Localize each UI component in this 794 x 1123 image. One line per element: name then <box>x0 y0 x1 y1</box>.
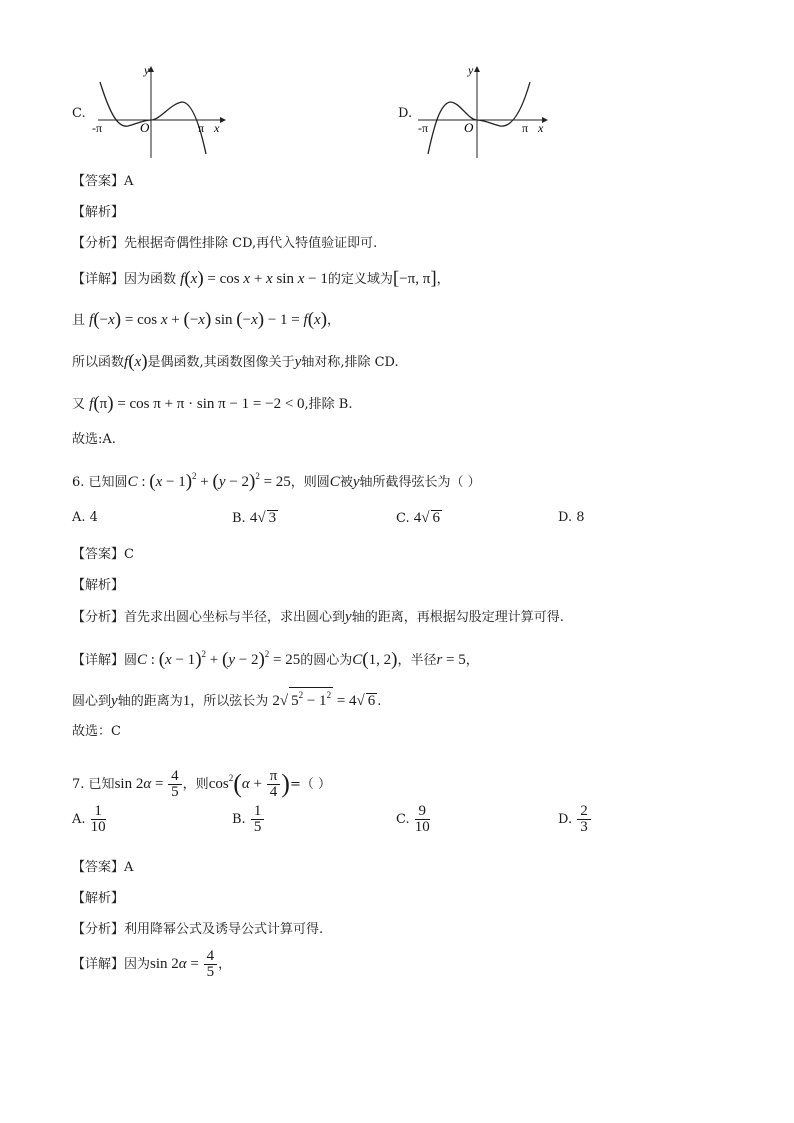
detail-tag: 【详解】 <box>72 653 125 668</box>
formula-radius: r = 5 <box>436 652 466 668</box>
text: ， <box>218 957 232 972</box>
text: 已知 <box>88 777 115 792</box>
neg-pi-label: -π <box>92 121 103 135</box>
figure-d <box>394 62 554 162</box>
text: 轴的距离为 <box>117 694 183 709</box>
q5-detail-line2 <box>72 310 340 331</box>
q7-stem <box>72 758 331 805</box>
text: 圆心到 <box>72 694 112 709</box>
formula-f-pi: f(π) = cos π + π · sin π − 1 = −2 < 0 <box>89 393 305 414</box>
text: 圆 <box>124 653 138 668</box>
formula-circle: C : $(x - 1)^2 + (y - 2)^2 = 25$ <box>137 649 301 670</box>
q5-analysis-heading: 【解析】 <box>72 205 125 220</box>
q5-detail-line4 <box>72 394 353 415</box>
q7-analysis <box>72 920 323 940</box>
text: ，半径 <box>397 653 437 668</box>
q6-option-a: A. 4 <box>72 510 98 525</box>
text: 所以函数 <box>72 355 125 370</box>
q6-option-c <box>396 508 442 529</box>
curve-d <box>428 82 530 154</box>
formula-f-x: f(x) <box>124 351 148 372</box>
text: ，所以弦长为 <box>190 694 269 709</box>
x-label: x <box>538 121 544 135</box>
y-label: y <box>468 63 474 77</box>
detail-tag: 【详解】 <box>72 272 125 287</box>
option-label: C. <box>396 812 410 827</box>
option-c-value: $\frac{9}{10}$ <box>414 803 430 835</box>
pi-label: π <box>522 121 529 135</box>
text: 首先求出圆心坐标与半径，求出圆心到 <box>124 610 346 625</box>
q6-answer: 【答案】C <box>72 547 134 562</box>
text: ，则圆 <box>290 475 330 490</box>
formula-center: C(1, 2) <box>352 649 398 670</box>
formula-domain: [−π, π] <box>392 268 437 289</box>
text: 的圆心为 <box>300 653 353 668</box>
q5-choice: 故选:A. <box>72 432 116 447</box>
formula-f-definition: f(x) = cos x + x sin x − 1 <box>180 268 328 289</box>
formula-circle: C : $(x - 1)^2 + (y - 2)^2 = 25$ <box>127 471 291 492</box>
text: 利用降幂公式及诱导公式计算可得. <box>124 922 324 937</box>
text: =（ ） <box>289 777 331 792</box>
q6-detail-line1 <box>72 644 479 671</box>
x-axis-arrow <box>220 117 226 123</box>
q7-answer: 【答案】A <box>72 860 134 875</box>
analysis-text: 先根据奇偶性排除 CD,再代入特值验证即可. <box>124 236 378 251</box>
option-d-value: $\frac{2}{3}$ <box>577 804 591 835</box>
q6-choice: 故选：C <box>72 724 121 739</box>
q7-option-b <box>232 802 265 838</box>
option-label: B. <box>232 812 246 827</box>
q6-option-b <box>232 508 278 529</box>
q7-option-d <box>558 802 592 838</box>
graph-d <box>394 62 554 162</box>
option-label: D. <box>558 812 573 827</box>
text: . <box>377 694 382 709</box>
var-y: y <box>345 609 352 625</box>
x-label: x <box>214 121 220 135</box>
q6-stem <box>72 466 481 493</box>
text: ， <box>436 272 450 287</box>
detail-tag: 【详解】 <box>72 957 125 972</box>
text: 是偶函数,其函数图像关于 <box>147 355 295 370</box>
q6-analysis <box>72 607 564 628</box>
text: 轴所截得弦长为（ ） <box>359 475 481 490</box>
text: ， <box>327 313 341 328</box>
option-b-value: 4√ 3 <box>249 510 277 526</box>
q7-detail <box>72 944 231 985</box>
q6-detail-line2 <box>72 687 381 712</box>
var-c: C <box>329 474 340 490</box>
option-label: A. <box>72 812 86 827</box>
formula-chord: 2√ $5^2 - 1^2 = 4√$ 6 <box>272 693 377 709</box>
pi-label: π <box>198 121 205 135</box>
curve-c <box>100 82 206 154</box>
text: 被 <box>339 475 353 490</box>
y-axis-arrow <box>474 66 480 72</box>
neg-pi-label: -π <box>418 121 429 135</box>
option-b-value: $\frac{1}{5}$ <box>251 804 265 835</box>
text: ，则 <box>182 777 209 792</box>
question-number: 6. <box>72 475 85 490</box>
q7-option-a <box>72 802 107 838</box>
figure-c-label: C. <box>72 106 86 121</box>
text: 且 <box>72 313 86 328</box>
var-y: y <box>294 354 302 370</box>
q5-answer: 【答案】A <box>72 174 134 189</box>
text: 的定义域为 <box>327 272 393 287</box>
q5-detail-line1 <box>72 269 450 290</box>
option-label: C. <box>396 511 410 526</box>
formula-sin2a: sin 2α = $\frac{4}{5}$ <box>115 776 183 792</box>
formula-sin2a: sin 2α = $\frac{4}{5}$ <box>150 956 218 972</box>
text: 又 <box>72 397 86 412</box>
text: 因为 <box>124 957 151 972</box>
text: 因为函数 <box>124 272 177 287</box>
var-y: y <box>111 693 118 709</box>
q5-detail-line3 <box>72 352 399 373</box>
text: ， <box>465 653 479 668</box>
text: 轴对称,排除 CD. <box>301 355 399 370</box>
origin-label: O <box>464 120 474 135</box>
q5-analysis <box>72 234 377 254</box>
text: 轴的距离，再根据勾股定理计算可得. <box>351 610 564 625</box>
analysis-tag: 【分析】 <box>72 236 125 251</box>
figure-c <box>68 62 228 162</box>
text: 已知圆 <box>88 475 128 490</box>
formula-cos2: $\cos^2(\alpha$ + $\frac{\pi}{4}$ ) <box>208 768 290 801</box>
var-y: y <box>352 474 360 490</box>
question-number: 7. <box>72 777 85 792</box>
q7-option-c <box>396 802 431 838</box>
option-a-value: $\frac{1}{10}$ <box>90 803 106 835</box>
graph-c <box>68 62 228 162</box>
analysis-tag: 【分析】 <box>72 922 125 937</box>
option-label: B. <box>232 511 246 526</box>
analysis-tag: 【分析】 <box>72 610 125 625</box>
y-label: y <box>144 63 150 77</box>
figure-d-label: D. <box>398 106 413 121</box>
distance-value: 1 <box>182 693 191 709</box>
q7-analysis-heading: 【解析】 <box>72 891 125 906</box>
option-c-value: 4√ 6 <box>413 510 440 526</box>
formula-f-neg-x: f(−x) = cos x + (−x) sin (−x) − 1 = f(x) <box>89 309 328 330</box>
origin-label: O <box>140 120 150 135</box>
text: ,排除 B. <box>304 397 353 412</box>
q6-analysis-heading: 【解析】 <box>72 578 125 593</box>
q6-option-d: D. 8 <box>558 510 585 525</box>
